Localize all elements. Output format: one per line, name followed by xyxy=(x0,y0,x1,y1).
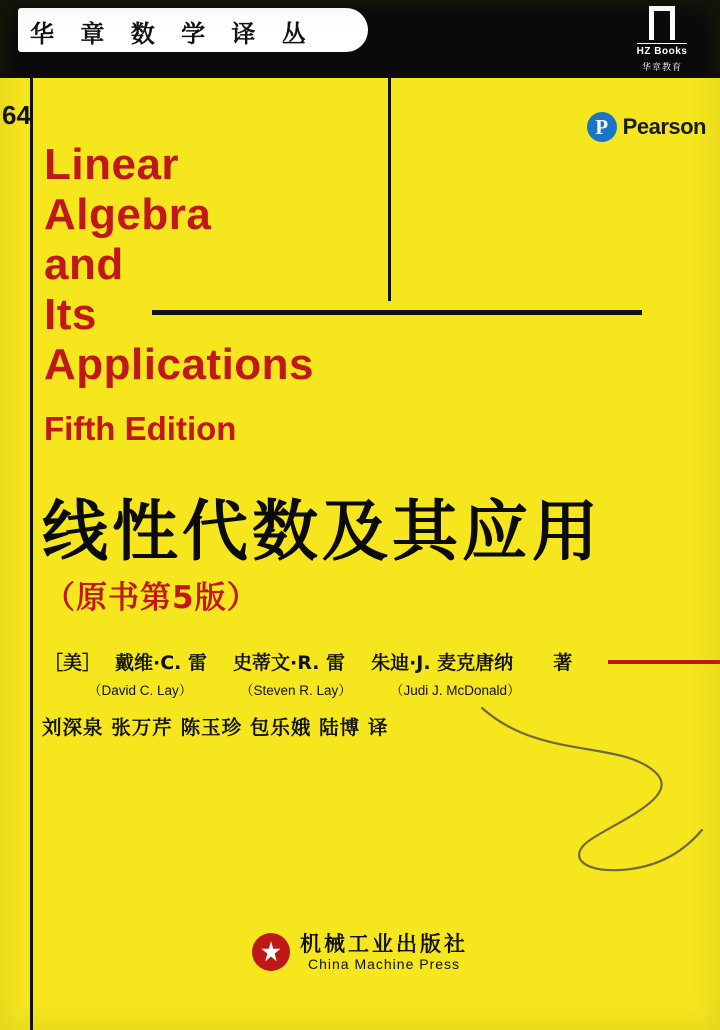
hz-books-name-en: HZ Books xyxy=(637,43,688,57)
hz-books-imprint-logo xyxy=(616,4,708,73)
publisher-name-en: China Machine Press xyxy=(307,956,461,973)
author-name-en-2: （Steven R. Lay） xyxy=(240,683,352,698)
english-title xyxy=(44,140,604,390)
author-name-en-1: （David C. Lay） xyxy=(88,683,193,698)
author-name-cn-1: 戴维·C. 雷 xyxy=(115,652,208,674)
english-title-line-5: Applications xyxy=(44,340,315,389)
publisher-names xyxy=(300,932,468,972)
author-name-cn-2: 史蒂文·R. 雷 xyxy=(233,652,346,674)
hz-books-name-cn: 华章教育 xyxy=(641,63,682,73)
pearson-logo xyxy=(587,112,706,142)
china-machine-press-logo-icon xyxy=(252,933,290,971)
pearson-wordmark: Pearson xyxy=(622,114,706,139)
series-number: 64 xyxy=(2,100,31,130)
author-name-en-3: （Judi J. McDonald） xyxy=(390,683,521,698)
publisher-name-cn: 机械工业出版社 xyxy=(300,932,468,956)
left-spine-rule xyxy=(30,78,33,1030)
author-country-label: ［美］ xyxy=(44,652,102,674)
author-name-cn-3: 朱迪·J. 麦克唐纳 xyxy=(371,652,514,674)
pearson-mark-icon: P xyxy=(587,112,617,142)
author-names-en-row xyxy=(44,679,664,699)
publisher-block xyxy=(0,932,720,972)
chinese-edition-label: （原书第5版） xyxy=(44,580,259,616)
chinese-title: 线性代数及其应用 xyxy=(42,493,602,570)
series-banner-text: 华 章 数 学 译 丛 xyxy=(30,20,315,48)
english-title-line-2: Algebra xyxy=(44,190,212,239)
decorative-squiggle xyxy=(470,700,720,880)
translators-line: 刘深泉 张万芹 陈玉珍 包乐娥 陆博 译 xyxy=(42,716,389,739)
english-title-line-4: Its xyxy=(44,290,97,339)
english-title-line-1: Linear xyxy=(44,140,180,189)
author-block xyxy=(44,648,664,699)
english-title-line-3: and xyxy=(44,240,124,289)
author-names-cn-row xyxy=(44,648,664,675)
english-edition-label: Fifth Edition xyxy=(44,410,237,447)
hz-bar-icon xyxy=(649,6,675,40)
author-byline-label: 著 xyxy=(553,652,573,674)
